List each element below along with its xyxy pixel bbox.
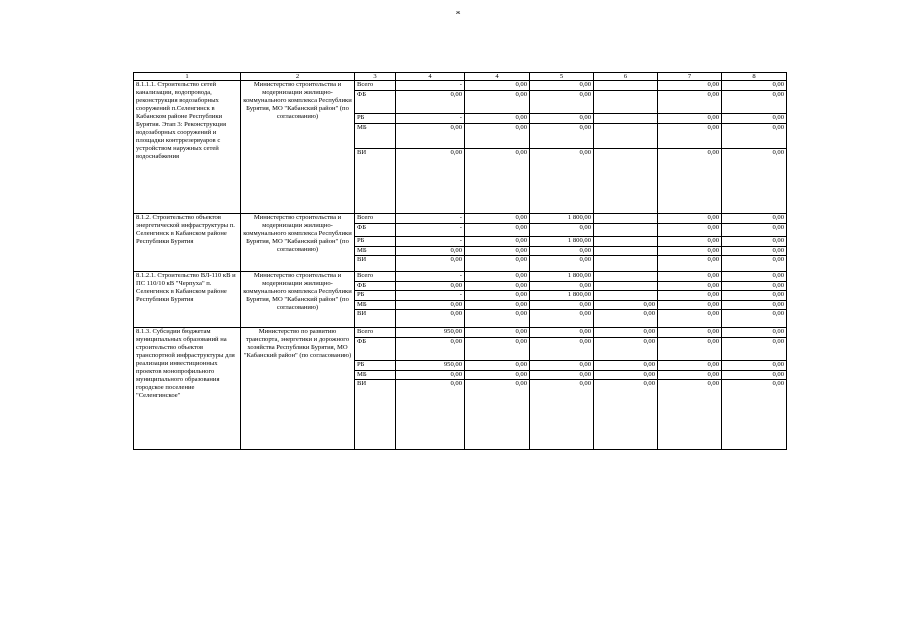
amount-cell: 0,00 [594, 301, 658, 310]
amount-cell: 0,00 [594, 328, 658, 338]
amount-cell [594, 247, 658, 256]
funding-source-cell: МБ [355, 247, 396, 256]
amount-cell: 0,00 [396, 247, 465, 256]
amount-cell: 0,00 [658, 328, 722, 338]
amount-cell: 0,00 [722, 91, 787, 114]
amount-cell [594, 237, 658, 247]
amount-cell: 0,00 [722, 310, 787, 328]
amount-cell: 0,00 [530, 91, 594, 114]
amount-cell: 0,00 [530, 371, 594, 380]
amount-cell: 0,00 [396, 301, 465, 310]
amount-cell: 0,00 [396, 256, 465, 272]
amount-cell: 0,00 [396, 124, 465, 149]
amount-cell: 0,00 [465, 114, 530, 124]
funding-source-cell: РБ [355, 291, 396, 301]
activity-name-cell: 8.1.2. Строительство объектов энергетической инфраструктуры п. Селенгинск в Кабанском районе Республики Бурятия [134, 214, 241, 272]
amount-cell: 0,00 [658, 291, 722, 301]
amount-cell: 0,00 [658, 282, 722, 291]
column-header: 8 [722, 73, 787, 81]
amount-cell: 0,00 [722, 282, 787, 291]
amount-cell: 0,00 [396, 310, 465, 328]
amount-cell: 0,00 [465, 272, 530, 282]
amount-cell: 0,00 [465, 124, 530, 149]
amount-cell [594, 214, 658, 224]
column-header: 4 [396, 73, 465, 81]
activity-name-cell: 8.1.2.1. Строительство ВЛ-110 кВ и ПС 110/10 кВ "Черпуха" п. Селенгинск в Кабанском районе Республики Бурятия [134, 272, 241, 328]
amount-cell: 0,00 [658, 114, 722, 124]
funding-source-cell: МБ [355, 124, 396, 149]
amount-cell: - [396, 214, 465, 224]
amount-cell: 0,00 [722, 124, 787, 149]
funding-source-cell: ВИ [355, 380, 396, 450]
amount-cell: 0,00 [658, 301, 722, 310]
amount-cell: 1 800,00 [530, 237, 594, 247]
funding-source-cell: РБ [355, 114, 396, 124]
funding-source-cell: ФБ [355, 338, 396, 361]
amount-cell: 0,00 [530, 247, 594, 256]
amount-cell: 0,00 [722, 328, 787, 338]
table-row [134, 272, 787, 282]
amount-cell: 0,00 [658, 214, 722, 224]
amount-cell: 0,00 [530, 338, 594, 361]
amount-cell: 0,00 [530, 81, 594, 91]
amount-cell: 0,00 [722, 338, 787, 361]
amount-cell: 0,00 [722, 291, 787, 301]
amount-cell: 0,00 [722, 247, 787, 256]
amount-cell: 0,00 [722, 301, 787, 310]
amount-cell: 0,00 [530, 301, 594, 310]
amount-cell: 0,00 [465, 291, 530, 301]
amount-cell: 0,00 [530, 149, 594, 214]
amount-cell [594, 291, 658, 301]
amount-cell: 0,00 [530, 282, 594, 291]
amount-cell: 0,00 [722, 361, 787, 371]
amount-cell [594, 81, 658, 91]
amount-cell: 0,00 [594, 310, 658, 328]
funding-source-cell: Всего [355, 328, 396, 338]
amount-cell: 0,00 [658, 371, 722, 380]
amount-cell: 0,00 [465, 371, 530, 380]
amount-cell: 0,00 [658, 91, 722, 114]
amount-cell: - [396, 272, 465, 282]
amount-cell: 0,00 [722, 114, 787, 124]
amount-cell: 0,00 [530, 224, 594, 237]
funding-source-cell: ВИ [355, 310, 396, 328]
amount-cell: - [396, 81, 465, 91]
amount-cell [594, 124, 658, 149]
amount-cell: 0,00 [465, 214, 530, 224]
amount-cell [594, 149, 658, 214]
funding-source-cell: ФБ [355, 282, 396, 291]
amount-cell: 0,00 [396, 371, 465, 380]
funding-source-cell: Всего [355, 81, 396, 91]
amount-cell [594, 282, 658, 291]
amount-cell: 0,00 [594, 380, 658, 450]
amount-cell: 0,00 [722, 371, 787, 380]
column-header: 5 [530, 73, 594, 81]
amount-cell: 0,00 [396, 149, 465, 214]
amount-cell: 0,00 [465, 224, 530, 237]
funding-source-cell: ВИ [355, 149, 396, 214]
amount-cell: 950,00 [396, 328, 465, 338]
funding-source-cell: МБ [355, 371, 396, 380]
table-row [134, 81, 787, 91]
amount-cell: 0,00 [722, 214, 787, 224]
column-header: 1 [134, 73, 241, 81]
amount-cell: 0,00 [465, 328, 530, 338]
activity-name-cell: 8.1.1.1. Строительство сетей канализации, водопровода, реконструкция водозаборных сооружений п.Селенгинск в Кабанском районе Республики Бурятия. Этап 3: Реконструкция водозаборных сооружений и площадки контррезервуаров с устройством наружных сетей водоснабжения [134, 81, 241, 214]
amount-cell: 0,00 [658, 124, 722, 149]
amount-cell: 0,00 [530, 310, 594, 328]
amount-cell: 0,00 [396, 91, 465, 114]
amount-cell: 1 800,00 [530, 214, 594, 224]
amount-cell: 0,00 [530, 256, 594, 272]
amount-cell: 0,00 [396, 282, 465, 291]
column-header: 2 [241, 73, 355, 81]
amount-cell: 0,00 [594, 371, 658, 380]
amount-cell: 0,00 [465, 237, 530, 247]
amount-cell: 0,00 [530, 124, 594, 149]
amount-cell: 0,00 [722, 149, 787, 214]
amount-cell [594, 272, 658, 282]
funding-source-cell: МБ [355, 301, 396, 310]
header-row [134, 73, 787, 81]
amount-cell: 0,00 [465, 149, 530, 214]
amount-cell: 0,00 [530, 328, 594, 338]
amount-cell: 0,00 [594, 338, 658, 361]
amount-cell: 0,00 [530, 361, 594, 371]
amount-cell: - [396, 224, 465, 237]
amount-cell: 0,00 [722, 256, 787, 272]
amount-cell: 0,00 [722, 237, 787, 247]
amount-cell: 0,00 [465, 338, 530, 361]
amount-cell [594, 256, 658, 272]
amount-cell: 0,00 [465, 247, 530, 256]
amount-cell: 0,00 [530, 114, 594, 124]
amount-cell: 0,00 [594, 361, 658, 371]
column-header: 6 [594, 73, 658, 81]
amount-cell: 0,00 [658, 310, 722, 328]
column-header: 7 [658, 73, 722, 81]
amount-cell [594, 224, 658, 237]
column-header: 4 [465, 73, 530, 81]
table-row [134, 214, 787, 224]
funding-source-cell: Всего [355, 272, 396, 282]
amount-cell: 1 800,00 [530, 272, 594, 282]
funding-source-cell: РБ [355, 237, 396, 247]
amount-cell: 0,00 [465, 361, 530, 371]
funding-source-cell: РБ [355, 361, 396, 371]
amount-cell: - [396, 237, 465, 247]
column-header: 3 [355, 73, 396, 81]
amount-cell: 0,00 [658, 361, 722, 371]
amount-cell: 1 800,00 [530, 291, 594, 301]
amount-cell: - [396, 114, 465, 124]
amount-cell: 0,00 [465, 282, 530, 291]
amount-cell: 0,00 [658, 256, 722, 272]
amount-cell: 0,00 [722, 81, 787, 91]
amount-cell: 0,00 [658, 338, 722, 361]
amount-cell: 0,00 [396, 380, 465, 450]
amount-cell: 0,00 [658, 224, 722, 237]
executor-cell: Министерство строительства и модернизации жилищно-коммунального комплекса Республики Бурятия, МО "Кабанский район" (по согласованию) [241, 81, 355, 214]
amount-cell [594, 114, 658, 124]
amount-cell: 0,00 [465, 81, 530, 91]
amount-cell: 950,00 [396, 361, 465, 371]
amount-cell: - [396, 291, 465, 301]
amount-cell: 0,00 [658, 272, 722, 282]
page-number: ж [456, 10, 461, 16]
table-row [134, 328, 787, 338]
executor-cell: Министерство строительства и модернизации жилищно-коммунального комплекса Республики Бурятия, МО "Кабанский район" (по согласованию) [241, 272, 355, 328]
amount-cell: 0,00 [465, 301, 530, 310]
executor-cell: Министерство по развитию транспорта, энергетики и дорожного хозяйства Республики Бурятия, МО "Кабанский район" (по согласованию) [241, 328, 355, 450]
amount-cell: 0,00 [658, 149, 722, 214]
funding-source-cell: ФБ [355, 91, 396, 114]
amount-cell [594, 91, 658, 114]
activity-name-cell: 8.1.3. Субсидии бюджетам муниципальных образований на строительство объектов транспортной инфраструктуры для реализации инвестиционных проектов монопрофильного муниципального образования городское поселение "Селенгинское" [134, 328, 241, 450]
amount-cell: 0,00 [658, 81, 722, 91]
amount-cell: 0,00 [658, 380, 722, 450]
funding-source-cell: ФБ [355, 224, 396, 237]
amount-cell: 0,00 [465, 310, 530, 328]
amount-cell: 0,00 [465, 91, 530, 114]
funding-source-cell: ВИ [355, 256, 396, 272]
amount-cell: 0,00 [722, 224, 787, 237]
amount-cell: 0,00 [658, 247, 722, 256]
funding-source-cell: Всего [355, 214, 396, 224]
amount-cell: 0,00 [658, 237, 722, 247]
amount-cell: 0,00 [722, 380, 787, 450]
amount-cell: 0,00 [465, 256, 530, 272]
amount-cell: 0,00 [722, 272, 787, 282]
executor-cell: Министерство строительства и модернизации жилищно-коммунального комплекса Республики Бурятия, МО "Кабанский район" (по согласованию) [241, 214, 355, 272]
budget-table [133, 72, 787, 450]
amount-cell: 0,00 [396, 338, 465, 361]
amount-cell: 0,00 [465, 380, 530, 450]
amount-cell: 0,00 [530, 380, 594, 450]
